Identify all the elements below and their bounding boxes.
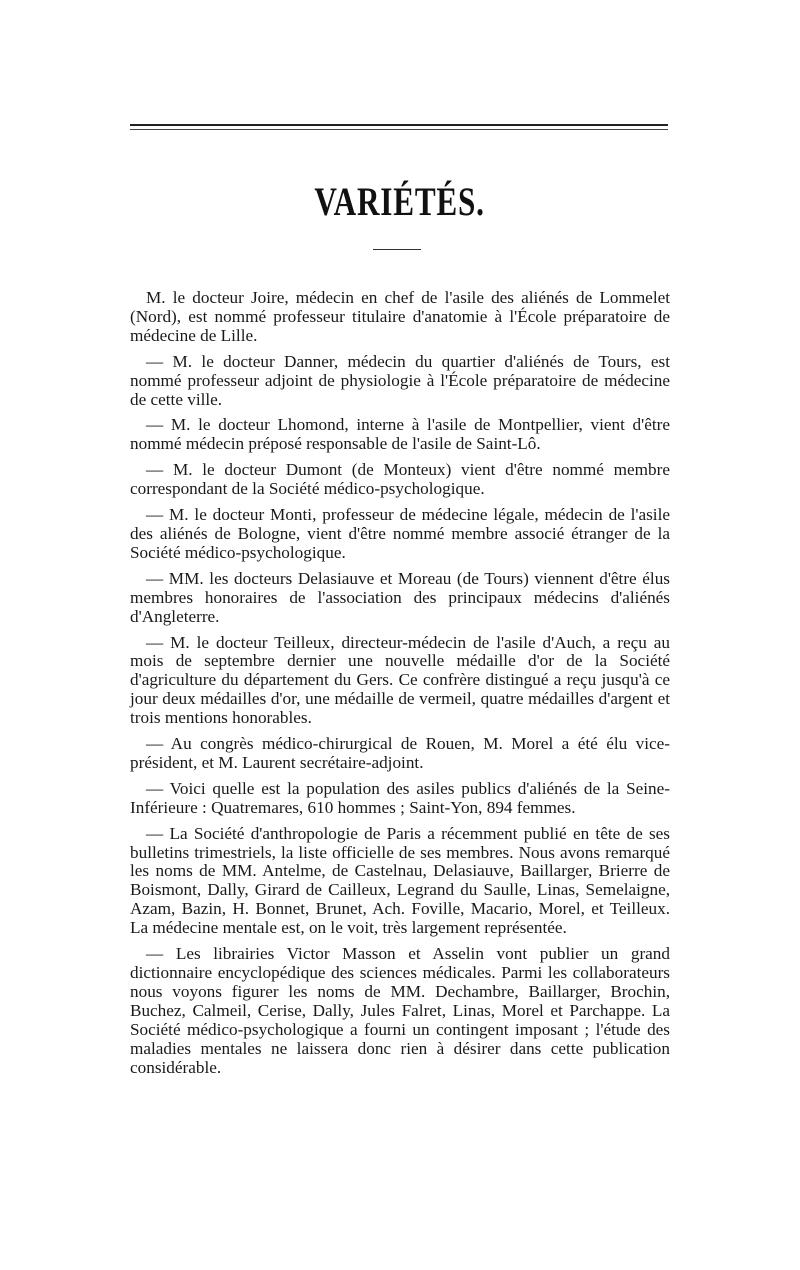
paragraph-danner: — M. le docteur Danner, médecin du quartier d'aliénés de Tours, est nommé professeur adjoint de physiologie à l'École préparatoire de médecine de cette ville. bbox=[130, 351, 670, 409]
paragraph-dictionnaire: — Les librairies Victor Masson et Asselin vont publier un grand dictionnaire encyclopédique des sciences médicales. Parmi les collaborateurs nous voyons figurer les noms de MM. Dechambre, Baillarger, Brochin, Buchez, Calmeil, Cerise, Dally, Jules Falret, Linas, Morel et Parchappe. La Société médico-psychologique a fourni un contingent imposant ; l'étude des maladies mentales ne laissera donc rien à désirer dans cette publication considérable. bbox=[130, 944, 670, 1077]
paragraph-dumont: — M. le docteur Dumont (de Monteux) vient d'être nommé membre correspondant de la Société médico-psychologique. bbox=[130, 460, 670, 499]
paragraph-population: — Voici quelle est la population des asiles publics d'aliénés de la Seine-Inférieure : Quatremares, 610 hommes ; Saint-Yon, 894 femmes. bbox=[130, 778, 670, 817]
section-heading: VARIÉTÉS. bbox=[314, 179, 485, 224]
paragraph-congres-rouen: — Au congrès médico-chirurgical de Rouen, M. Morel a été élu vice-président, et M. Laurent secrétaire-adjoint. bbox=[130, 734, 670, 772]
paragraph-lhomond: — M. le docteur Lhomond, interne à l'asile de Montpellier, vient d'être nommé médecin préposé responsable de l'asile de Saint-Lô. bbox=[130, 415, 670, 454]
paragraph-joire: M. le docteur Joire, médecin en chef de l'asile des aliénés de Lommelet (Nord), est nommé professeur titulaire d'anatomie à l'École préparatoire de médecine de Lille. bbox=[130, 288, 670, 345]
paragraph-monti: — M. le docteur Monti, professeur de médecine légale, médecin de l'asile des aliénés de Bologne, vient d'être nommé membre associé étranger de la Société médico-psychologique. bbox=[130, 505, 670, 562]
paragraph-delasiauve-moreau: — MM. les docteurs Delasiauve et Moreau (de Tours) viennent d'être élus membres honoraires de l'association des principaux médecins d'aliénés d'Angleterre. bbox=[130, 568, 670, 626]
paragraph-societe-anthropologie: — La Société d'anthropologie de Paris a récemment publié en tête de ses bulletins trimestriels, la liste officielle de ses membres. Nous avons remarqué les noms de MM. Antelme, de Castelnau, Delasiauve, Baillarger, Brierre de Boismont, Dally, Girard de Cailleux, Legrand du Saulle, Linas, Semelaigne, Azam, Bazin, H. Bonnet, Brunet, Ach. Foville, Macario, Morel, et Teilleux. La médecine mentale est, on le voit, très largement représentée. bbox=[130, 823, 670, 938]
header-rule-thin bbox=[130, 129, 668, 130]
heading-divider bbox=[373, 249, 421, 250]
header-rule bbox=[130, 124, 668, 126]
article-body bbox=[130, 289, 670, 1084]
paragraph-teilleux: — M. le docteur Teilleux, directeur-médecin de l'asile d'Auch, a reçu au mois de septembre dernier une nouvelle médaille d'or de la Société d'agriculture du département du Gers. Ce confrère distingué a reçu jusqu'à ce jour deux médailles d'or, une médaille de vermeil, quatre médailles d'argent et trois mentions honorables. bbox=[130, 632, 670, 728]
